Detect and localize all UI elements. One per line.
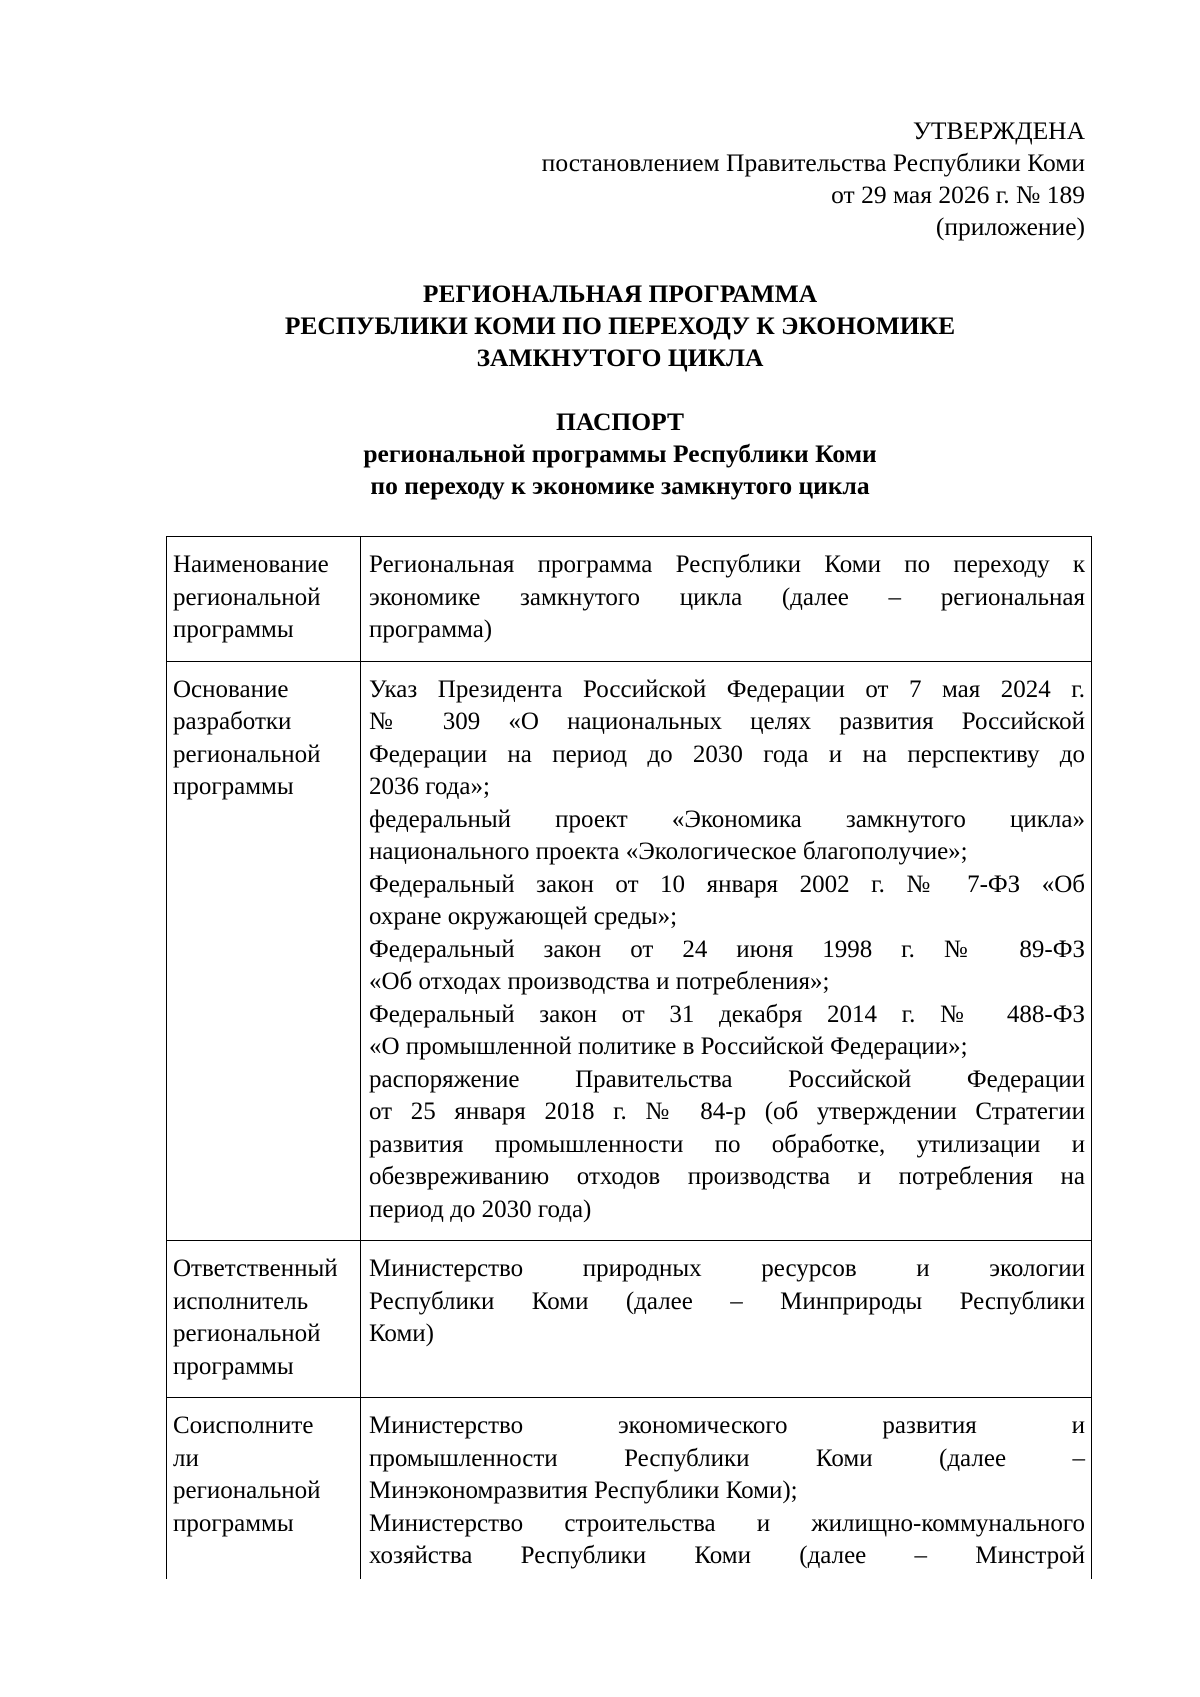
title-line: РЕГИОНАЛЬНАЯ ПРОГРАММА	[422, 279, 818, 308]
row-label-cell	[167, 1398, 361, 1579]
row-value-line: обезвреживанию отходов производства и потребления на	[369, 1163, 1085, 1190]
row-label-line: программы	[173, 616, 294, 643]
row-label-line: Основание	[173, 675, 289, 703]
row-value-line: Министерство экономического развития и	[369, 1412, 1085, 1439]
row-value-line: национального проекта «Экологическое благополучие»;	[369, 838, 968, 865]
row-value-line: Региональная программа Республики Коми по переходу к	[369, 551, 1085, 578]
row-label-line: ли	[173, 1444, 199, 1472]
passport-table-body	[167, 537, 1092, 1579]
row-label-line: исполнитель	[173, 1287, 309, 1315]
row-value-line: 2036 года»;	[369, 773, 490, 800]
title-line: ЗАМКНУТОГО ЦИКЛА	[476, 343, 764, 372]
title-line: РЕСПУБЛИКИ КОМИ ПО ПЕРЕХОДУ К ЭКОНОМИКЕ	[284, 311, 956, 340]
passport-subtitle: по переходу к экономике замкнутого цикла	[370, 471, 870, 500]
row-label-cell	[167, 1241, 361, 1398]
row-value-line: федеральный проект «Экономика замкнутого цикла»	[369, 805, 1085, 833]
row-value-line: экономике замкнутого цикла (далее – региональная	[369, 583, 1085, 611]
approval-decree: постановлением Правительства Республики Коми	[541, 148, 1085, 177]
approval-heading: УТВЕРЖДЕНА	[912, 116, 1085, 145]
row-value-line: Указ Президента Российской Федерации от 7 мая 2024 г.	[369, 675, 1085, 703]
row-label-line: программы	[173, 1352, 294, 1380]
table-row	[167, 661, 1092, 1241]
row-value-line: Федеральный закон от 31 декабря 2014 г. № 488-ФЗ	[369, 1000, 1085, 1028]
row-value-cell	[361, 1241, 1092, 1398]
row-label-line: Наименование	[173, 551, 329, 578]
row-value-line: от 25 января 2018 г. № 84-р (об утверждении Стратегии	[369, 1098, 1085, 1125]
passport-table-wrapper	[166, 536, 1092, 1579]
row-value-line: Министерство природных ресурсов и экологии	[369, 1255, 1085, 1282]
table-row	[167, 1398, 1092, 1579]
row-value-cell	[361, 537, 1092, 662]
passport-heading	[150, 406, 1090, 502]
row-value-line: хозяйства Республики Коми (далее – Минстрой	[369, 1542, 1085, 1569]
row-value-line: промышленности Республики Коми (далее –	[369, 1444, 1085, 1472]
passport-table	[166, 536, 1092, 1579]
row-value-line: Минэкономразвития Республики Коми);	[369, 1477, 798, 1504]
row-label-line: региональной	[173, 740, 321, 768]
row-value-line: развития промышленности по обработке, утилизации и	[369, 1130, 1085, 1158]
row-label-cell	[167, 661, 361, 1241]
passport-title: ПАСПОРТ	[556, 407, 684, 436]
row-label-line: разработки	[173, 708, 292, 735]
approval-appendix: (приложение)	[935, 212, 1085, 241]
table-row	[167, 1241, 1092, 1398]
table-row	[167, 537, 1092, 662]
row-label-line: программы	[173, 773, 294, 800]
row-label-cell	[167, 537, 361, 662]
row-label-line: Соисполните	[173, 1412, 314, 1439]
row-value-line: охране окружающей среды»;	[369, 903, 678, 930]
row-value-line: «Об отходах производства и потребления»;	[369, 968, 830, 995]
passport-subtitle: региональной программы Республики Коми	[363, 439, 877, 468]
row-value-line: Республики Коми (далее – Минприроды Республики	[369, 1287, 1085, 1315]
row-label-line: региональной	[173, 1477, 321, 1504]
row-value-line: Коми)	[369, 1320, 434, 1347]
row-label-line: Ответственный	[173, 1255, 338, 1282]
row-value-line: распоряжение Правительства Российской Федерации	[369, 1065, 1085, 1093]
row-label-line: программы	[173, 1509, 294, 1537]
row-label-line: региональной	[173, 583, 321, 611]
row-value-line: Федерации на период до 2030 года и на перспективу до	[369, 740, 1085, 768]
approval-block	[542, 115, 1085, 243]
row-value-cell	[361, 661, 1092, 1241]
row-value-line: Министерство строительства и жилищно-коммунального	[369, 1509, 1085, 1537]
row-value-line: Федеральный закон от 10 января 2002 г. № 7-ФЗ «Об	[369, 870, 1085, 898]
row-label-line: региональной	[173, 1320, 321, 1347]
document-title	[150, 278, 1090, 374]
row-value-line: «О промышленной политике в Российской Федерации»;	[369, 1033, 968, 1060]
row-value-line: Федеральный закон от 24 июня 1998 г. № 89-ФЗ	[369, 935, 1085, 963]
row-value-cell	[361, 1398, 1092, 1579]
approval-date-number: от 29 мая 2026 г. № 189	[831, 180, 1085, 209]
row-value-line: № 309 «О национальных целях развития Российской	[369, 708, 1085, 735]
row-value-line: программа)	[369, 616, 493, 643]
row-value-line: период до 2030 года)	[369, 1195, 592, 1223]
